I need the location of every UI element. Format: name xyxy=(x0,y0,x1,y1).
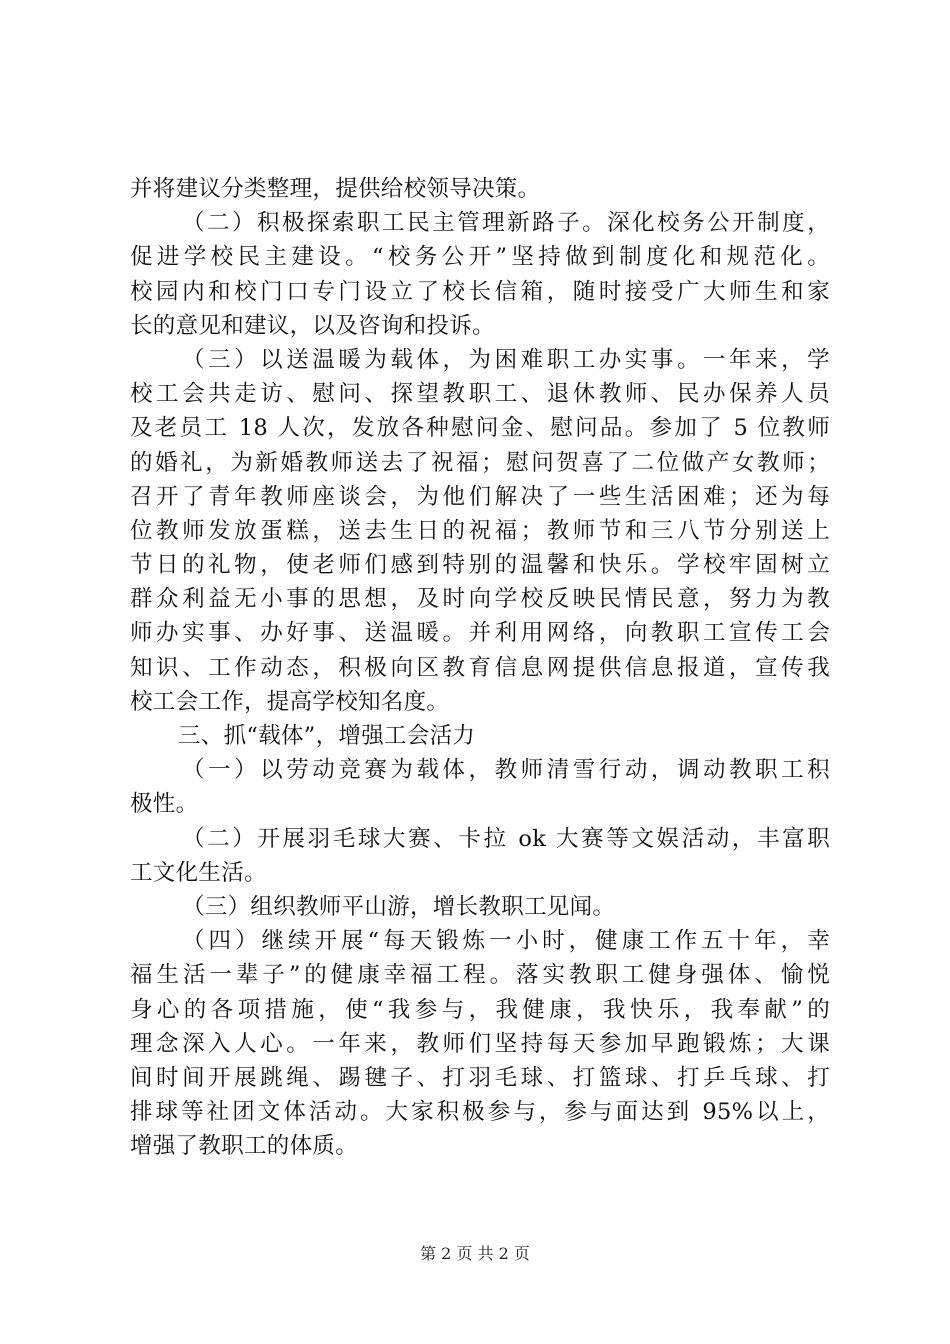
text-line: （一）以劳动竞赛为载体，教师清雪行动，调动教职工积 xyxy=(182,757,830,784)
text-line: （二）开展羽毛球大赛、卡拉 ok 大赛等文娱活动，丰富职 xyxy=(182,825,830,852)
text-line: 师办实事、办好事、送温暖。并利用网络，向教职工宣传工会 xyxy=(130,620,830,647)
body-text xyxy=(130,172,830,1163)
page-number-footer: 第 2 页 共 2 页 xyxy=(420,1244,530,1263)
text-line: 福生活一辈子”的健康幸福工程。落实教职工健身强体、愉悦 xyxy=(130,962,830,989)
text-line: 校工会共走访、慰问、探望教职工、退休教师、民办保养人员 xyxy=(130,381,830,408)
text-line: 间时间开展跳绳、踢毽子、打羽毛球、打篮球、打乒乓球、打 xyxy=(130,1064,830,1091)
text-line: 排球等社团文体活动。大家积极参与，参与面达到 95%以上， xyxy=(130,1099,830,1126)
text-line: （三）组织教师平山游，增长教职工见闻。 xyxy=(182,893,616,920)
text-line: 节日的礼物，使老师们感到特别的温馨和快乐。学校牢固树立 xyxy=(130,552,830,579)
text-line: 促进学校民主建设。“校务公开”坚持做到制度化和规范化。 xyxy=(130,244,830,271)
text-line: 身心的各项措施，使“我参与，我健康，我快乐，我奉献”的 xyxy=(130,996,830,1023)
text-line: 并将建议分类整理，提供给校领导决策。 xyxy=(130,176,541,202)
text-line: 理念深入人心。一年来，教师们坚持每天参加早跑锻炼；大课 xyxy=(130,1030,830,1057)
text-line: 的婚礼，为新婚教师送去了祝福；慰问贺喜了二位做产女教师； xyxy=(130,449,830,476)
text-line: 位教师发放蛋糕，送去生日的祝福；教师节和三八节分别送上 xyxy=(130,517,830,544)
section-heading: 三、抓“载体”，增强工会活力 xyxy=(178,723,476,749)
text-line: （二）积极探索职工民主管理新路子。深化校务公开制度， xyxy=(182,210,830,237)
text-line: 工文化生活。 xyxy=(130,859,267,886)
text-line: 召开了青年教师座谈会，为他们解决了一些生活困难；还为每 xyxy=(130,483,830,510)
text-line: 增强了教职工的体质。 xyxy=(130,1133,359,1160)
text-line: （三）以送温暖为载体，为困难职工办实事。一年来，学 xyxy=(182,346,830,373)
text-line: 极性。 xyxy=(130,791,199,818)
text-line: 校园内和校门口专门设立了校长信箱，随时接受广大师生和家 xyxy=(130,278,830,305)
text-line: 校工会工作，提高学校知名度。 xyxy=(130,688,450,715)
text-line: （四）继续开展“每天锻炼一小时，健康工作五十年，幸 xyxy=(182,928,830,955)
text-line: 群众利益无小事的思想，及时向学校反映民情民意，努力为教 xyxy=(130,586,830,613)
text-line: 及老员工 18 人次，发放各种慰问金、慰问品。参加了 5 位教师 xyxy=(130,415,830,442)
text-line: 长的意见和建议，以及咨询和投诉。 xyxy=(130,312,495,339)
text-line: 知识、工作动态，积极向区教育信息网提供信息报道，宣传我 xyxy=(130,654,830,681)
